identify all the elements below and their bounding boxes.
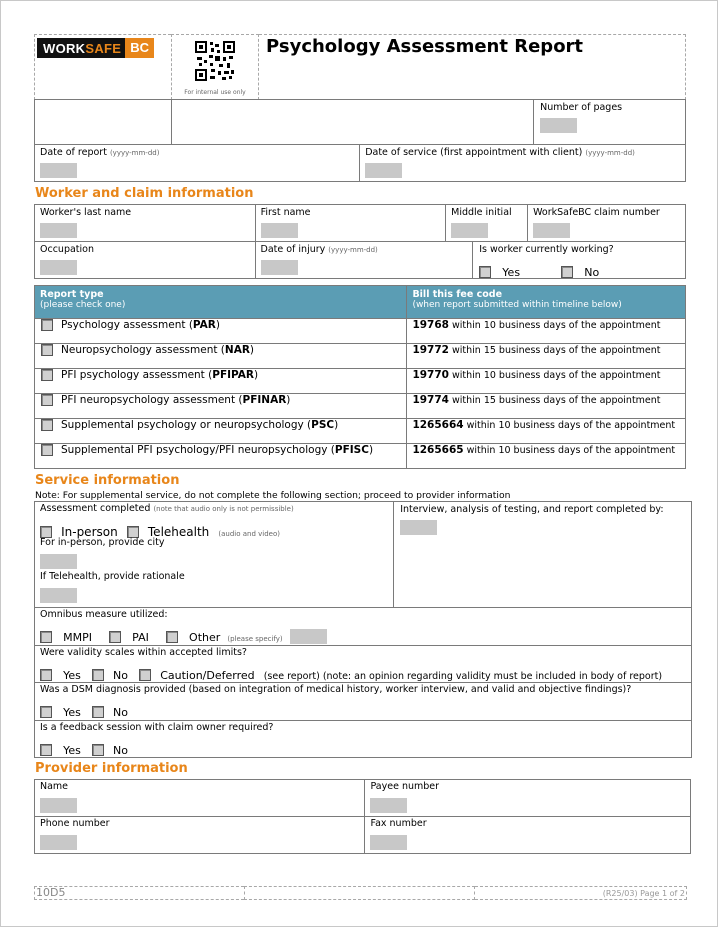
interview-completed-label: Interview, analysis of testing, and report completed by: xyxy=(400,504,664,515)
feedback-no-label: No xyxy=(113,744,129,757)
feedback-label: Is a feedback session with claim owner required? xyxy=(40,722,274,733)
in-person-checkbox[interactable] xyxy=(40,526,52,538)
table-row xyxy=(35,444,686,469)
fee-code-cell: 1265664 within 10 business days of the appointment xyxy=(407,419,686,444)
service-section-heading: Service information xyxy=(35,473,180,488)
qr-caption: For internal use only xyxy=(184,89,246,96)
fee-code-cell: 1265665 within 10 business days of the appointment xyxy=(407,444,686,469)
date-of-service-label: Date of service (first appointment with client) xyxy=(365,147,583,158)
fax-number-label: Fax number xyxy=(370,818,427,829)
number-of-pages-cell xyxy=(534,100,686,145)
rationale-input[interactable] xyxy=(40,588,77,603)
working-yes-label: Yes xyxy=(502,266,521,279)
validity-no-label: No xyxy=(113,669,129,682)
other-hint: (please specify) xyxy=(227,635,283,643)
service-table-bottom xyxy=(34,607,692,758)
report-type-checkbox[interactable] xyxy=(41,344,53,356)
logo-bc: BC xyxy=(125,38,154,58)
report-type-label: Neuropsychology assessment (NAR) xyxy=(61,344,255,356)
table-row xyxy=(35,394,686,419)
assessment-completed-hint: (note that audio only is not permissible) xyxy=(153,505,294,513)
date-of-service-input[interactable] xyxy=(365,163,402,178)
service-note: Note: For supplemental service, do not complete the following section; proceed to provider information xyxy=(35,490,511,501)
dsm-yes-checkbox[interactable] xyxy=(40,706,52,718)
date-of-service-hint: (yyyy-mm-dd) xyxy=(585,149,635,157)
date-of-report-hint: (yyyy-mm-dd) xyxy=(109,149,160,157)
pai-checkbox[interactable] xyxy=(109,631,121,643)
worker-table-row2 xyxy=(34,241,686,279)
table-row xyxy=(35,344,686,369)
report-type-label: PFI neuropsychology assessment (PFINAR) xyxy=(61,394,291,406)
working-yes-checkbox[interactable] xyxy=(479,266,491,278)
report-type-label: PFI psychology assessment (PFIPAR) xyxy=(61,369,259,381)
middle-initial-input[interactable] xyxy=(451,223,488,238)
form-code: 10D5 xyxy=(36,886,66,899)
interview-completed-input[interactable] xyxy=(400,520,437,535)
validity-caution-checkbox[interactable] xyxy=(139,669,151,681)
in-person-label: In-person xyxy=(61,525,118,539)
occupation-input[interactable] xyxy=(40,260,77,275)
provider-name-input[interactable] xyxy=(40,798,77,813)
mmpi-checkbox[interactable] xyxy=(40,631,52,643)
phone-number-label: Phone number xyxy=(40,818,110,829)
first-name-input[interactable] xyxy=(261,223,298,238)
validity-caution-label: Caution/Deferred xyxy=(160,669,255,682)
fax-number-input[interactable] xyxy=(370,835,407,850)
omnibus-label: Omnibus measure utilized: xyxy=(40,609,168,620)
report-type-label: Psychology assessment (PAR) xyxy=(61,319,220,331)
version-page-number: (R25/03) Page 1 of 2 xyxy=(602,889,685,898)
validity-yes-label: Yes xyxy=(63,669,81,682)
validity-caution-note: (see report) (note: an opinion regarding validity must be included in body of report) xyxy=(263,671,663,682)
rationale-label: If Telehealth, provide rationale xyxy=(40,571,185,582)
claim-number-label: WorkSafeBC claim number xyxy=(533,207,660,218)
table-row xyxy=(35,319,686,344)
city-input[interactable] xyxy=(40,554,77,569)
report-type-label: Supplemental PFI psychology/PFI neuropsychology (PFISC) xyxy=(61,444,374,456)
date-of-service-cell xyxy=(360,145,686,182)
fee-code-subheader: (when report submitted within timeline below) xyxy=(412,300,622,310)
worker-section-heading: Worker and claim information xyxy=(35,186,254,201)
report-type-checkbox[interactable] xyxy=(41,444,53,456)
report-type-checkbox[interactable] xyxy=(41,419,53,431)
table-row xyxy=(35,419,686,444)
number-of-pages-input[interactable] xyxy=(540,118,577,133)
city-label: For in-person, provide city xyxy=(40,537,165,548)
provider-section-heading: Provider information xyxy=(35,761,188,776)
claim-number-input[interactable] xyxy=(533,223,570,238)
other-label: Other xyxy=(189,631,221,644)
dsm-no-checkbox[interactable] xyxy=(92,706,104,718)
first-name-label: First name xyxy=(260,207,311,218)
other-specify-input[interactable] xyxy=(290,629,327,644)
payee-number-input[interactable] xyxy=(370,798,407,813)
feedback-no-checkbox[interactable] xyxy=(92,744,104,756)
provider-name-label: Name xyxy=(40,781,69,792)
dsm-yes-label: Yes xyxy=(63,706,81,719)
fee-code-cell: 19772 within 15 business days of the appointment xyxy=(407,344,686,369)
table-row xyxy=(35,369,686,394)
report-type-checkbox[interactable] xyxy=(41,394,53,406)
feedback-yes-checkbox[interactable] xyxy=(40,744,52,756)
other-checkbox[interactable] xyxy=(166,631,178,643)
page-title: Psychology Assessment Report xyxy=(266,36,584,57)
feedback-yes-label: Yes xyxy=(63,744,81,757)
telehealth-hint: (audio and video) xyxy=(218,530,280,538)
middle-initial-label: Middle initial xyxy=(451,207,512,218)
fee-code-cell: 19770 within 10 business days of the appointment xyxy=(407,369,686,394)
validity-yes-checkbox[interactable] xyxy=(40,669,52,681)
report-type-checkbox[interactable] xyxy=(41,319,53,331)
date-of-injury-hint: (yyyy-mm-dd) xyxy=(328,246,378,254)
logo-work: WORK xyxy=(43,40,86,56)
header-table xyxy=(34,99,686,145)
assessment-completed-label: Assessment completed xyxy=(40,503,151,514)
date-of-report-cell xyxy=(35,145,360,182)
qr-code-icon xyxy=(195,41,235,81)
fee-code-cell: 19768 within 10 business days of the appointment xyxy=(407,319,686,344)
last-name-label: Worker's last name xyxy=(40,207,132,218)
pai-label: PAI xyxy=(132,631,149,644)
service-table-top xyxy=(34,501,692,608)
logo-safe: SAFE xyxy=(85,40,122,56)
working-no-checkbox[interactable] xyxy=(561,266,573,278)
currently-working-label: Is worker currently working? xyxy=(479,244,614,255)
validity-label: Were validity scales within accepted limits? xyxy=(40,647,247,658)
report-type-table xyxy=(34,285,686,469)
report-type-checkbox[interactable] xyxy=(41,369,53,381)
date-of-injury-input[interactable] xyxy=(261,260,298,275)
telehealth-checkbox[interactable] xyxy=(127,526,139,538)
mmpi-label: MMPI xyxy=(63,631,92,644)
validity-no-checkbox[interactable] xyxy=(92,669,104,681)
last-name-input[interactable] xyxy=(40,223,77,238)
worksafebc-logo xyxy=(37,38,151,58)
footer-cell-middle xyxy=(244,886,475,900)
phone-number-input[interactable] xyxy=(40,835,77,850)
fee-code-header: Bill this fee code xyxy=(412,289,503,300)
date-table xyxy=(34,144,686,182)
report-type-header: Report type xyxy=(40,289,104,300)
report-type-label: Supplemental psychology or neuropsychology (PSC) xyxy=(61,419,339,431)
number-of-pages-label: Number of pages xyxy=(540,102,623,113)
dsm-no-label: No xyxy=(113,706,129,719)
dsm-label: Was a DSM diagnosis provided (based on integration of medical history, worker interview, and valid and objective findings)? xyxy=(40,684,632,695)
footer-cell-left xyxy=(34,886,244,900)
fee-code-cell: 19774 within 15 business days of the appointment xyxy=(407,394,686,419)
provider-table xyxy=(34,779,691,854)
date-of-injury-label: Date of injury xyxy=(260,244,326,255)
telehealth-label: Telehealth xyxy=(147,525,210,539)
date-of-report-label: Date of report xyxy=(40,147,107,158)
occupation-label: Occupation xyxy=(40,244,94,255)
date-of-report-input[interactable] xyxy=(40,163,77,178)
working-no-label: No xyxy=(584,266,600,279)
payee-number-label: Payee number xyxy=(370,781,440,792)
report-type-subheader: (please check one) xyxy=(40,300,126,310)
worker-table-row1 xyxy=(34,204,686,242)
